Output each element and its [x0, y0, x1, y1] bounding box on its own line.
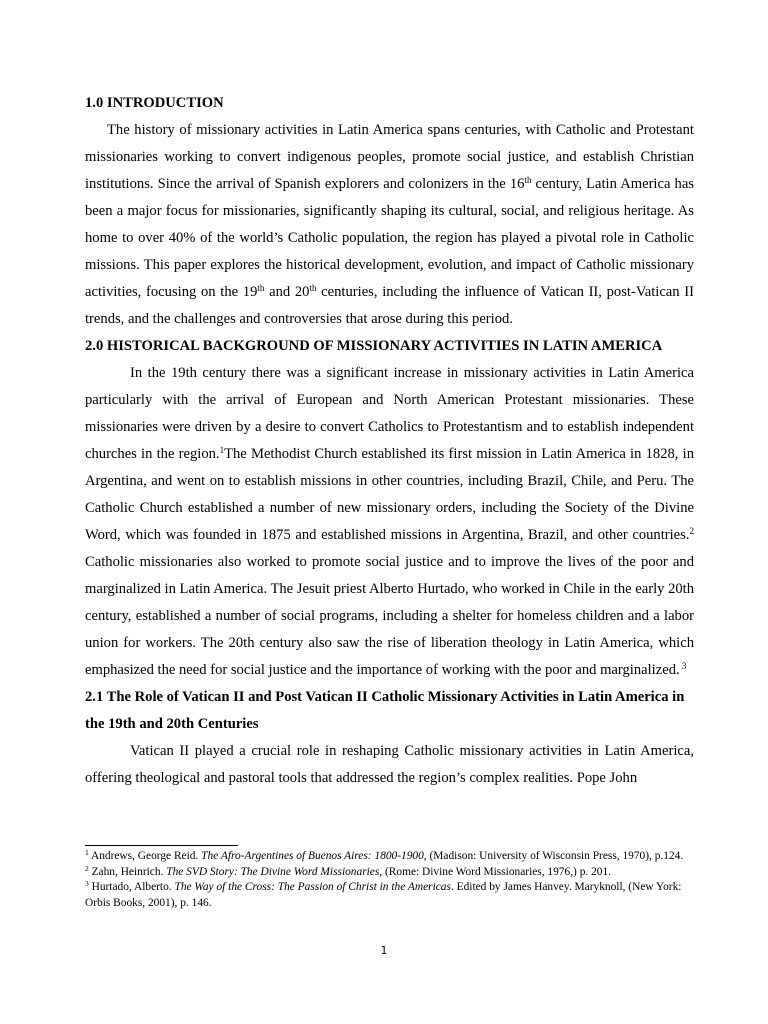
footnote-2 [85, 865, 694, 881]
footnote-separator [85, 845, 238, 846]
history-text-b: The Methodist Church established its first mission in Latin America in 1828, in Argentina, and went on to establish missions in other countries, including Brazil, Chile, and Peru. The Catholic Church established a number of new missionary orders, including the Society of the Divine Word, which was founded in 1875 and established missions in Argentina, Brazil, and other countries. [85, 446, 694, 543]
footnote-title: The SVD Story: The Divine Word Missionaries [166, 865, 380, 878]
footnote-ref-3[interactable]: 3 [679, 661, 687, 671]
section-heading-introduction: 1.0 INTRODUCTION [85, 95, 224, 111]
intro-text-c: and 20 [264, 284, 310, 300]
footnote-ref-1[interactable]: 1 [219, 445, 225, 455]
ordinal-superscript: th [309, 283, 317, 293]
footnotes [85, 849, 694, 911]
intro-text-b: century, Latin America has been a major focus for missionaries, significantly shaping its cultural, social, and religious heritage. As home to over 40% of the world’s Catholic population, the region has played a pivotal role in Catholic missions. This paper explores the historical development, evolution, and impact of Catholic missionary activities, focusing on the 19 [85, 176, 694, 300]
footnote-publication: , (Madison: University of Wisconsin Press, 1970), p.124. [423, 850, 684, 862]
footnote-title: The Afro-Argentines of Buenos Aires: 1800-1900 [201, 850, 424, 862]
footnote-number: 3 [85, 879, 89, 888]
history-text-a: In the 19th century there was a significant increase in missionary activities in Latin America particularly with the arrival of European and North American Protestant missionaries. These missionaries were driven by a desire to convert Catholics to Protestantism and to establish independent churches in the region. [85, 365, 694, 462]
section-heading-historical-background: 2.0 HISTORICAL BACKGROUND OF MISSIONARY ACTIVITIES IN LATIN AMERICA [85, 338, 663, 354]
footnote-publication: . Edited by James Hanvey. Maryknoll, (New York: Orbis Books, 2001), p. 146. [85, 881, 682, 909]
introduction-paragraph [85, 117, 694, 333]
footnote-author: Zahn, Heinrich. [88, 865, 167, 878]
footnote-author: Andrews, George Reid. [88, 850, 202, 862]
document-body [85, 90, 694, 792]
footnote-title: The Way of the Cross: The Passion of Christ in the Americas [174, 881, 451, 893]
page-number: 1 [380, 944, 388, 957]
history-text-c: Catholic missionaries also worked to promote social justice and to improve the lives of the poor and marginalized in Latin America. The Jesuit priest Alberto Hurtado, who worked in Chile in the early 20th century, established a number of social programs, including a shelter for homeless children and a labor union for workers. The 20th century also saw the rise of liberation theology in Latin America, which emphasized the need for social justice and the importance of working with the poor and marginalized. [85, 554, 695, 678]
footnote-number: 2 [85, 863, 89, 873]
footnote-number: 1 [85, 848, 89, 857]
section-heading-vatican-ii: 2.1 The Role of Vatican II and Post Vatican II Catholic Missionary Activities in Latin America in the 19th and 20th Centuries [85, 689, 685, 732]
historical-background-paragraph [85, 360, 694, 684]
footnote-ref-2[interactable]: 2 [689, 526, 694, 536]
footnote-author: Hurtado, Alberto. [88, 881, 175, 893]
intro-text-d: centuries, including the influence of Vatican II, post-Vatican II trends, and the challenges and controversies that arose during this period. [85, 284, 694, 327]
ordinal-superscript: th [257, 283, 265, 293]
vatican-ii-paragraph: Vatican II played a crucial role in reshaping Catholic missionary activities in Latin America, offering theological and pastoral tools that addressed the region’s complex realities. Pope John [85, 743, 694, 786]
footnote-publication: , (Rome: Divine Word Missionaries, 1976,) p. 201. [379, 865, 612, 878]
footnote-3 [85, 880, 694, 911]
ordinal-superscript: th [524, 175, 532, 185]
footnote-1 [85, 849, 694, 865]
intro-text-a: The history of missionary activities in Latin America spans centuries, with Catholic and Protestant missionaries working to convert indigenous peoples, promote social justice, and establish Christian institutions. Since the arrival of Spanish explorers and colonizers in the 16 [85, 122, 694, 192]
